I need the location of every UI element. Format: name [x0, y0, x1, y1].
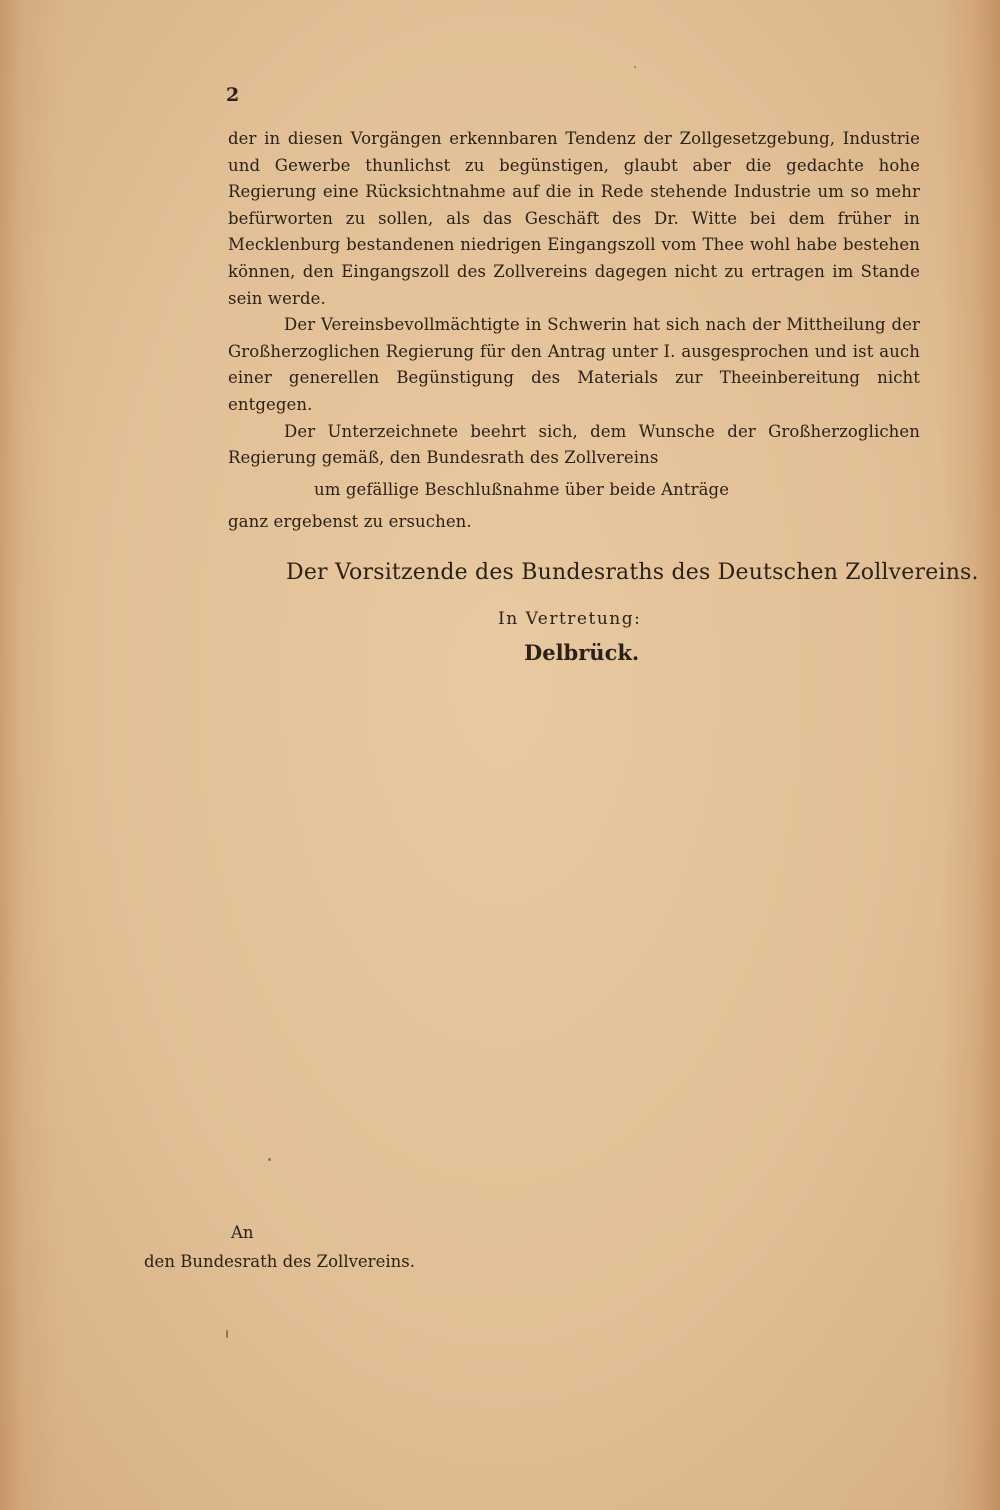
closing-line: ganz ergebenst zu ersuchen. [228, 512, 472, 532]
addressee-to: An [231, 1223, 254, 1242]
page-number: 2 [226, 84, 240, 106]
paper-speck [226, 1330, 228, 1338]
signature-name: Delbrück. [524, 640, 640, 665]
addressee-recipient: den Bundesrath des Zollvereins. [144, 1252, 415, 1271]
signatory-title: Der Vorsitzende des Bundesraths des Deutschen Zollvereins. [286, 560, 979, 585]
paragraph-request-intro: Der Unterzeichnete beehrt sich, dem Wunsche der Großherzoglichen Regierung gemäß, den Bundesrath des Zollvereins [228, 421, 920, 468]
paper-speck [268, 1158, 271, 1161]
paper-speck [634, 66, 636, 68]
letter-body [228, 126, 920, 536]
request-line: um gefällige Beschlußnahme über beide Anträge [314, 479, 730, 499]
addressee-block [144, 1218, 415, 1276]
deputy-line: In Vertretung: [498, 609, 642, 629]
paragraph-plenipotentiary: Der Vereinsbevollmächtigte in Schwerin hat sich nach der Mittheilung der Großherzoglichen Regierung für den Antrag unter I. ausgesprochen und ist auch einer generellen Begünstigung des Materials zur Theeinbereitung nicht entgegen. [228, 315, 920, 414]
paragraph-continuation: der in diesen Vorgängen erkennbaren Tendenz der Zollgesetzgebung, Industrie und Gewerbe thunlichst zu begünstigen, glaubt aber die gedachte hohe Regierung eine Rücksichtnahme auf die in Rede stehende Industrie um so mehr befürworten zu sollen, als das Geschäft des Dr. Witte bei dem früher in Mecklenburg bestandenen niedrigen Eingangszoll vom Thee wohl habe bestehen können, den Eingangszoll des Zollvereins dagegen nicht zu ertragen im Stande sein werde. [228, 129, 920, 308]
